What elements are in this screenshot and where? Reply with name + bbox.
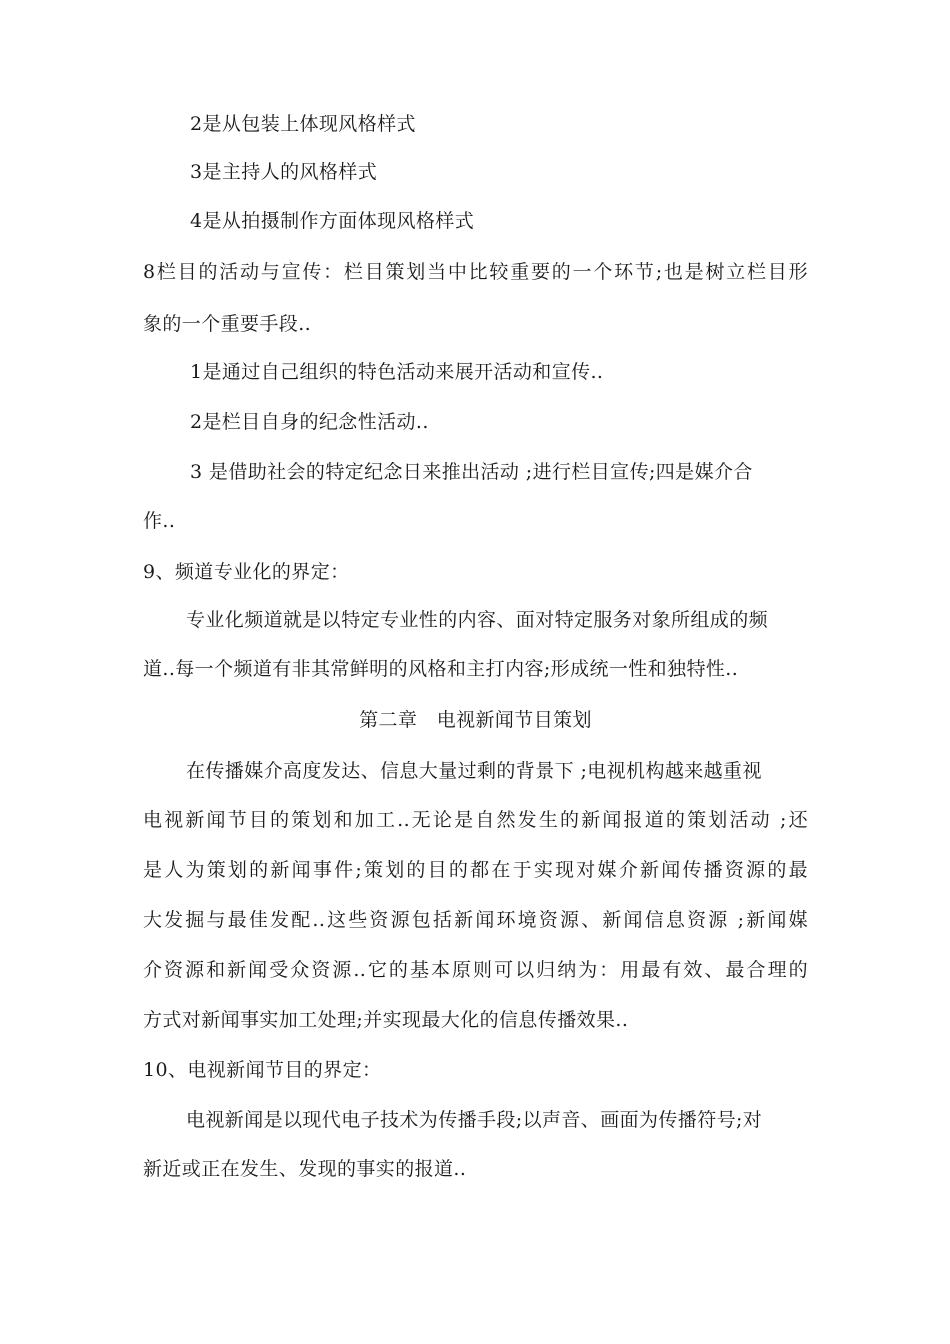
list-item-social-days: 3 是借助社会的特定纪念日来推出活动 ;进行栏目宣传;四是媒介合 — [190, 461, 753, 483]
paragraph-news-planning-6: 方式对新闻事实加工处理;并实现最大化的信息传播效果.. — [143, 1009, 629, 1031]
list-item-own-activities: 1是通过自己组织的特色活动来展开活动和宣传.. — [190, 361, 604, 383]
paragraph-channel-definition-cont: 道..每一个频道有非其常鲜明的风格和主打内容;形成统一性和独特性.. — [143, 658, 739, 680]
list-item-social-days-cont: 作.. — [143, 510, 176, 532]
paragraph-news-planning-4: 大发掘与最佳发配..这些资源包括新闻环境资源、新闻信息资源 ;新闻媒 — [143, 909, 808, 931]
paragraph-news-planning-2: 电视新闻节目的策划和加工..无论是自然发生的新闻报道的策划活动 ;还 — [143, 809, 808, 831]
paragraph-tv-news-definition-cont: 新近或正在发生、发现的事实的报道.. — [143, 1158, 467, 1180]
list-item-production-style: 4是从拍摄制作方面体现风格样式 — [190, 210, 475, 232]
section-10-heading: 10、电视新闻节目的界定： — [143, 1059, 382, 1081]
list-item-packaging-style: 2是从包装上体现风格样式 — [190, 113, 416, 135]
paragraph-news-planning-3: 是人为策划的新闻事件;策划的目的都在于实现对媒介新闻传播资源的最 — [143, 859, 808, 881]
section-9-heading: 9、频道专业化的界定： — [143, 561, 350, 583]
list-item-commemorative-activities: 2是栏目自身的纪念性活动.. — [190, 411, 429, 433]
paragraph-news-planning-5: 介资源和新闻受众资源..它的基本原则可以归纳为：用最有效、最合理的 — [143, 959, 808, 981]
paragraph-news-planning-1: 在传播媒介高度发达、信息大量过剩的背景下 ;电视机构越来越重视 — [186, 760, 762, 782]
list-item-host-style: 3是主持人的风格样式 — [190, 161, 378, 183]
paragraph-tv-news-definition: 电视新闻是以现代电子技术为传播手段;以声音、画面为传播符号;对 — [186, 1109, 763, 1131]
paragraph-channel-definition: 专业化频道就是以特定专业性的内容、面对特定服务对象所组成的频 — [186, 609, 769, 631]
section-8-heading: 8栏目的活动与宣传：栏目策划当中比较重要的一个环节;也是树立栏目形 — [143, 261, 808, 283]
section-8-heading-cont: 象的一个重要手段.. — [143, 313, 312, 335]
chapter-title: 第二章 电视新闻节目策划 — [359, 709, 592, 731]
